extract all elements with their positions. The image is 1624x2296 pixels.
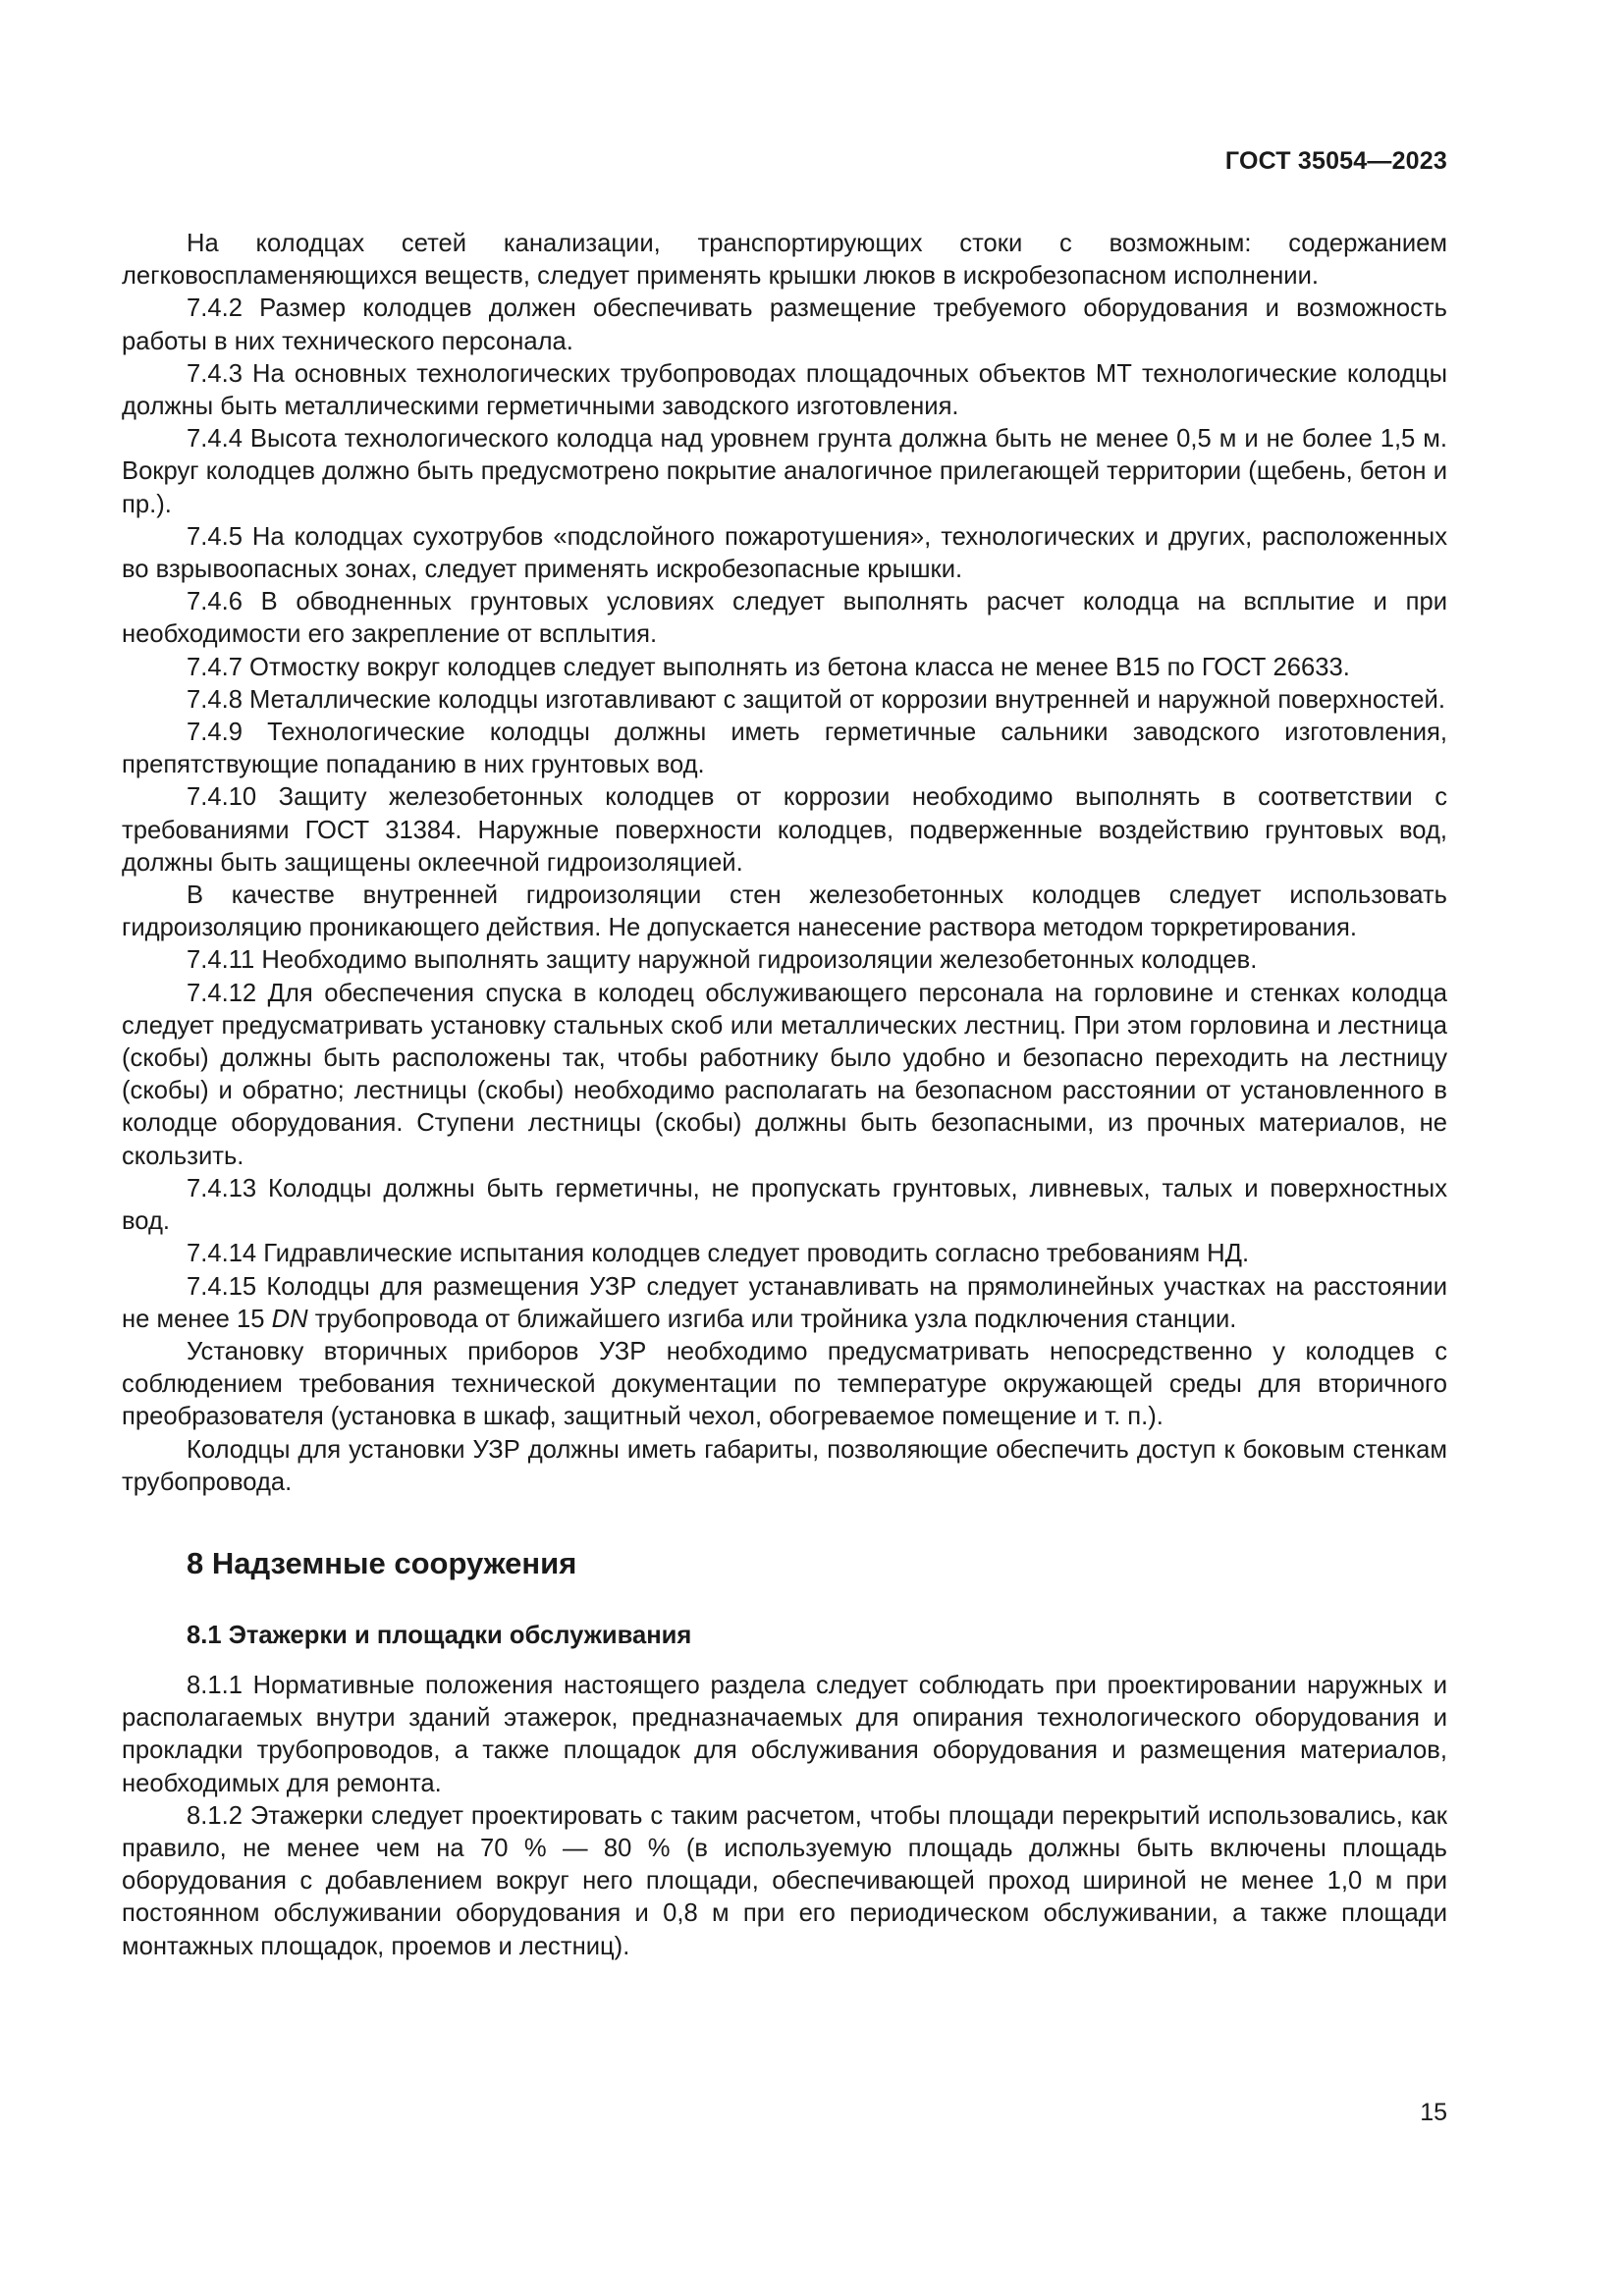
document-body xyxy=(122,228,1447,1963)
paragraph-7-4-2: 7.4.2 Размер колодцев должен обеспечивать размещение требуемого оборудования и возможность работы в них технического персонала. xyxy=(122,294,1447,355)
section-heading: 8 Надземные сооружения xyxy=(187,1545,577,1580)
paragraph-text: 7.4.15 Колодцы для размещения УЗР следует устанавливать на прямолинейных участках на расстоянии не менее 15 xyxy=(122,1272,1447,1333)
paragraph-7-4-14: 7.4.14 Гидравлические испытания колодцев следует проводить согласно требованиям НД. xyxy=(187,1240,1250,1268)
paragraph-7-4-6: 7.4.6 В обводненных грунтовых условиях следует выполнять расчет колодца на всплытие и при необходимости его закрепление от всплытия. xyxy=(122,588,1447,649)
paragraph-7-4-9: 7.4.9 Технологические колодцы должны иметь герметичные сальники заводского изготовления, препятствующие попаданию в них грунтовых вод. xyxy=(122,719,1447,779)
paragraph-7-4-8: 7.4.8 Металлические колодцы изготавливают с защитой от коррозии внутренней и наружной поверхностей. xyxy=(187,685,1445,714)
paragraph-7-4-7: 7.4.7 Отмостку вокруг колодцев следует выполнять из бетона класса не менее B15 по ГОСТ 26633. xyxy=(187,653,1350,681)
paragraph: На колодцах сетей канализации, транспортирующих стоки с возможным: содержанием легковоспламеняющихся веществ, следует применять крышки люков в искробезопасном исполнении. xyxy=(122,230,1447,291)
paragraph-7-4-12: 7.4.12 Для обеспечения спуска в колодец обслуживающего персонала на горловине и стенках колодца следует предусматривать установку стальных скоб или металлических лестниц. При этом горловина и лестница (скобы) должны быть расположены так, чтобы работнику было удобно и безопасно переходить на лестницу (скобы) и обратно; лестницы (скобы) необходимо располагать на безопасном расстоянии от установленного в колодце оборудования. Ступени лестницы (скобы) должны быть безопасными, из прочных материалов, не скользить. xyxy=(122,979,1447,1170)
paragraph-7-4-13: 7.4.13 Колодцы должны быть герметичны, не пропускать грунтовых, ливневых, талых и поверхностных вод. xyxy=(122,1174,1447,1236)
paragraph-7-4-3: 7.4.3 На основных технологических трубопроводах площадочных объектов МТ технологические колодцы должны быть металлическими герметичными заводского изготовления. xyxy=(122,359,1447,421)
paragraph-8-1-1: 8.1.1 Нормативные положения настоящего раздела следует соблюдать при проектировании наружных и располагаемых внутри зданий этажерок, предназначаемых для опирания технологического оборудования и прокладки трубопроводов, а также площадок для обслуживания оборудования и размещения материалов, необходимых для ремонта. xyxy=(122,1671,1447,1797)
paragraph-7-4-5: 7.4.5 На колодцах сухотрубов «подслойного пожаротушения», технологических и других, расположенных во взрывоопасных зонах, следует применять искробезопасные крышки. xyxy=(122,522,1447,584)
italic-term: DN xyxy=(271,1305,308,1333)
document-code-header: ГОСТ 35054—2023 xyxy=(1224,147,1447,175)
paragraph-text: трубопровода от ближайшего изгиба или тройника узла подключения станции. xyxy=(307,1305,1237,1333)
paragraph-7-4-11: 7.4.11 Необходимо выполнять защиту наружной гидроизоляции железобетонных колодцев. xyxy=(187,946,1258,975)
paragraph: Установку вторичных приборов УЗР необходимо предусматривать непосредственно у колодцев с соблюдением требования технической документации по температуре окружающей среды для вторичного преобразователя (установка в шкаф, защитный чехол, обогреваемое помещение и т. п.). xyxy=(122,1337,1447,1431)
paragraph-7-4-10: 7.4.10 Защиту железобетонных колодцев от коррозии необходимо выполнять в соответствии с требованиями ГОСТ 31384. Наружные поверхности колодцев, подверженные воздействию грунтовых вод, должны быть защищены оклеечной гидроизоляцией. xyxy=(122,783,1447,877)
subsection-heading: 8.1 Этажерки и площадки обслуживания xyxy=(187,1621,692,1649)
paragraph-8-1-2: 8.1.2 Этажерки следует проектировать с таким расчетом, чтобы площади перекрытий использовались, как правило, не менее чем на 70 % — 80 % (в используемую площадь должны быть включены площадь оборудования с добавлением вокруг него площади, обеспечивающей проход шириной не менее 1,0 м при постоянном обслуживании оборудования и 0,8 м при его периодическом обслуживании, а также площади монтажных площадок, проемов и лестниц). xyxy=(122,1801,1447,1960)
paragraph: В качестве внутренней гидроизоляции стен железобетонных колодцев следует использовать гидроизоляцию проникающего действия. Не допускается нанесение раствора методом торкретирования. xyxy=(122,881,1447,942)
page-number: 15 xyxy=(1420,2099,1447,2126)
paragraph-7-4-15 xyxy=(122,1271,1447,1336)
paragraph-7-4-4: 7.4.4 Высота технологического колодца над уровнем грунта должна быть не менее 0,5 м и не более 1,5 м. Вокруг колодцев должно быть предусмотрено покрытие аналогичное прилегающей территории (щебень, бетон и пр.). xyxy=(122,425,1447,518)
paragraph: Колодцы для установки УЗР должны иметь габариты, позволяющие обеспечить доступ к боковым стенкам трубопровода. xyxy=(122,1435,1447,1496)
